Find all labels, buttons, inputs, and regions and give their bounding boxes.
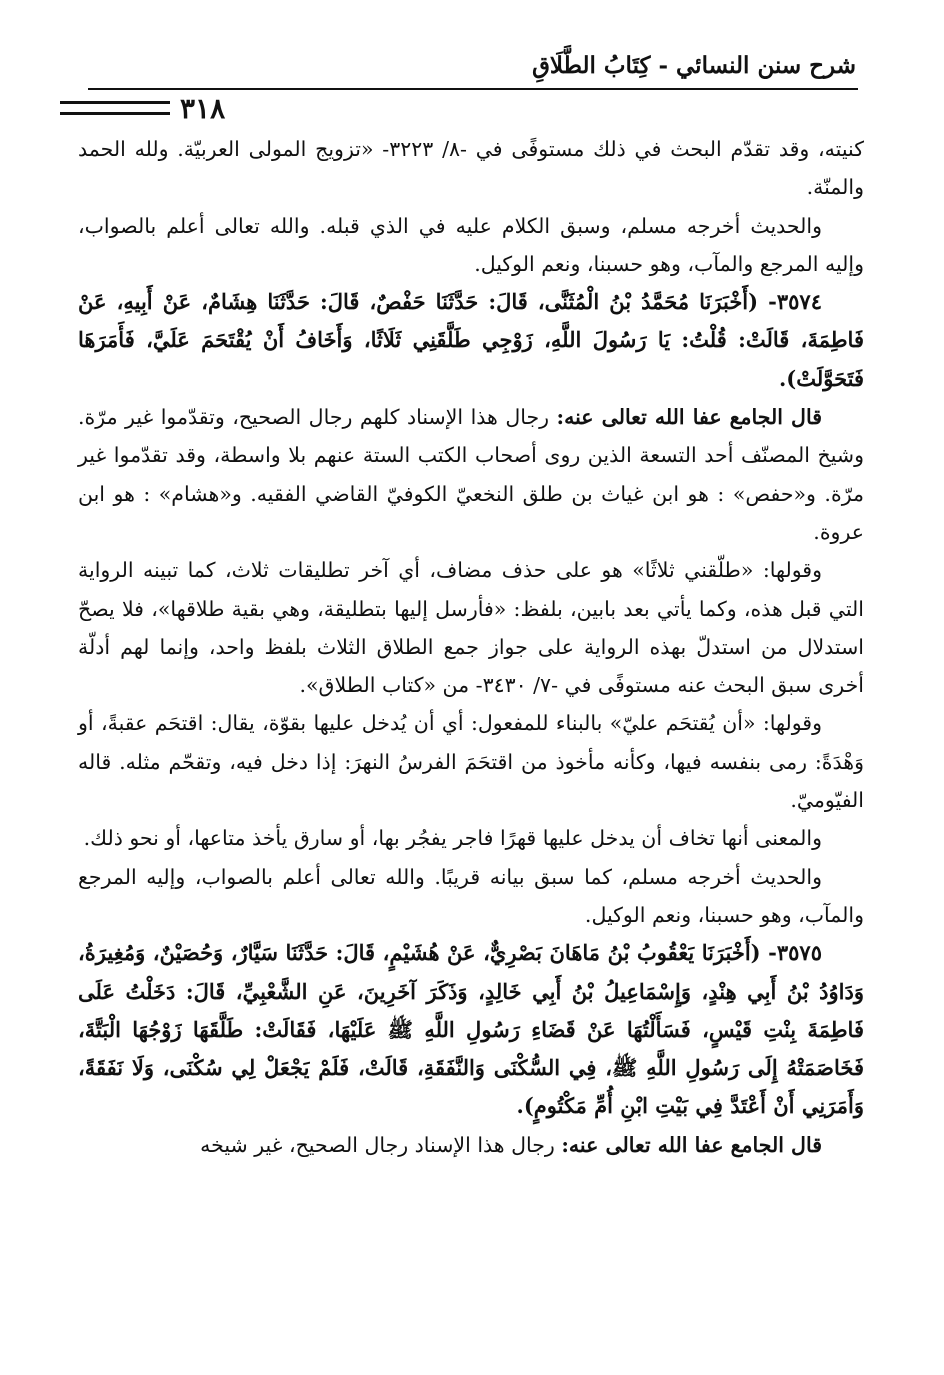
hadith-3574: ٣٥٧٤- (أَخْبَرَنَا مُحَمَّدُ بْنُ الْمُثَنَّى، قَالَ: حَدَّثَنَا حَفْصٌ، قَالَ: حَدَّثَنَا هِشَامٌ، عَنْ أَبِيهِ، عَنْ فَاطِمَةَ، قَالَتْ: قُلْتُ: يَا رَسُولَ اللَّهِ، زَوْجِي طَلَّقَنِي ثَلَاثًا، وَأَخَافُ أَنْ يُقْتَحَمَ عَلَيَّ، فَأَمَرَهَا فَتَحَوَّلَتْ). — [78, 289, 864, 391]
hadith-3575: ٣٥٧٥- (أَخْبَرَنَا يَعْقُوبُ بْنُ مَاهَانَ بَصْرِيٌّ، عَنْ هُشَيْمٍ، قَالَ: حَدَّثَنَا سَيَّارٌ، وَحُصَيْنٌ، وَمُغِيرَةُ، وَدَاوُدُ بْنُ أَبِي هِنْدٍ، وَإِسْمَاعِيلُ بْنُ أَبِي خَالِدٍ، وَذَكَرَ آخَرِينَ، عَنِ الشَّعْبِيِّ، قَالَ: دَخَلْتُ عَلَى فَاطِمَةَ بِنْتِ قَيْسٍ، فَسَأَلْتُهَا عَنْ قَضَاءِ رَسُولِ اللَّهِ ﷺ عَلَيْهَا، فَقَالَتْ: طَلَّقَهَا زَوْجُهَا الْبَتَّةَ، فَخَاصَمَتْهُ إِلَى رَسُولِ اللَّهِ ﷺ، فِي السُّكْنَى وَالنَّفَقَةِ، قَالَتْ، فَلَمْ يَجْعَلْ لِي سُكْنَى، وَلَا نَفَقَةً، وَأَمَرَنِي أَنْ أَعْتَدَّ فِي بَيْتِ ابْنِ أُمِّ مَكْتُومٍ). — [78, 940, 864, 1119]
paragraph-hadith-source-note-2: والحديث أخرجه مسلم، كما سبق بيانه قريبًا. والله تعالى أعلم بالصواب، وإليه المرجع والمآب، وهو حسبنا، ونعم الوكيل. — [78, 864, 864, 927]
paragraph-meaning: والمعنى أنها تخاف أن يدخل عليها قهرًا فاجر يفجُر بها، أو سارق يأخذ متاعها، أو نحو ذلك. — [83, 826, 822, 851]
commentary-body: رجال هذا الإسناد كلهم رجال الصحيح، وتقدّموا غير مرّة. وشيخ المصنّف أحد التسعة الذين روى أصحاب الكتب الستة عنهم بلا واسطة، وقد تقدّموا غير مرّة. و«حفص» : هو ابن غياث بن طلق النخعيّ الكوفيّ القاضي الفقيه. و«هشام» : هو ابن عروة. — [78, 405, 864, 544]
commentary-body: رجال هذا الإسناد رجال الصحيح، غير شيخه — [200, 1132, 562, 1157]
commentary-lead: قال الجامع عفا الله تعالى عنه: — [556, 405, 823, 430]
paragraph-explanation-iqtiham: وقولها: «أن يُقتحَم عليّ» بالبناء للمفعول: أي أن يُدخل عليها بقوّة، يقال: اقتحَم عقبةً، أو وَهْدَةً: رمى بنفسه فيها، وكأنه مأخوذ من اقتحَمَ الفرسُ النهرَ: إذا دخل فيه، وتقحّم مثله. قاله الفيّوميّ. — [78, 711, 864, 813]
paragraph-hadith-source-note: والحديث أخرجه مسلم، وسبق الكلام عليه في الذي قبله. والله تعالى أعلم بالصواب، وإليه المرجع والمآب، وهو حسبنا، ونعم الوكيل. — [78, 213, 864, 276]
commentary-lead: قال الجامع عفا الله تعالى عنه: — [561, 1132, 822, 1157]
commentary-narrators-3575 — [78, 1126, 864, 1164]
paragraph-explanation-talaq: وقولها: «طلّقني ثلاثًا» هو على حذف مضاف، أي آخر تطليقات ثلاث، كما تبينه الرواية التي قبل هذه، وكما يأتي بعد بابين، بلفظ: «فأرسل إليها بتطليقة، وهي بقية طلاقها»، فلا يصحّ استدلال من استدلّ بهذه الرواية على جواز جمع الطلاق الثلاث بلفظ واحد، وإنما لهم أدلّة أخرى سبق البحث عنه مستوفًى في -٧/ ٣٤٣٠- من «كتاب الطلاق». — [78, 558, 864, 698]
main-text — [78, 130, 864, 1164]
paragraph-continuation: كنيته، وقد تقدّم البحث في ذلك مستوفًى في -٨/ ٣٢٢٣- «تزويج المولى العربيّة. ولله الحمد والمنّة. — [78, 137, 864, 200]
running-title: شرح سنن النسائي - كِتَابُ الطَّلَاقِ — [532, 52, 856, 79]
page-number: ٣١٨ — [180, 91, 226, 125]
page-number-block — [60, 88, 225, 128]
commentary-narrators-3574 — [78, 398, 864, 551]
page-number-rule — [60, 101, 170, 115]
